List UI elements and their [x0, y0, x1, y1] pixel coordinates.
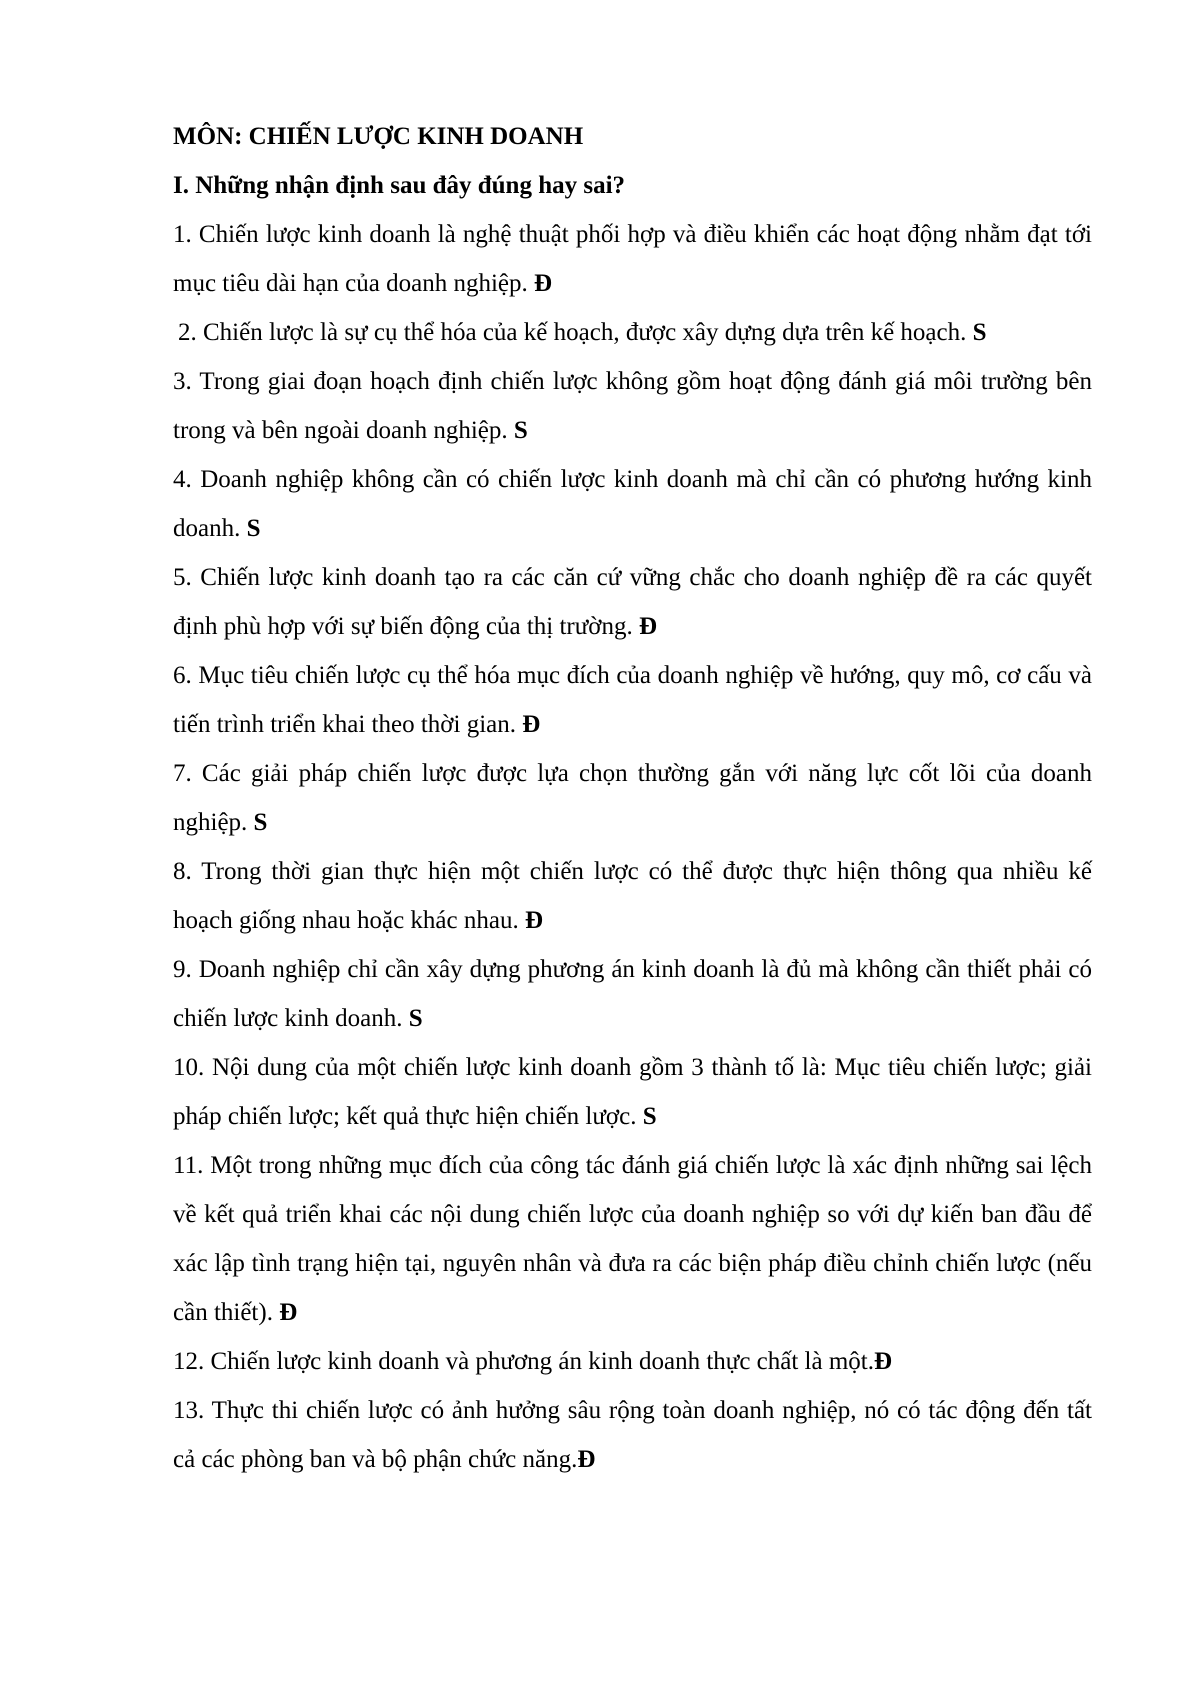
statement-text: 4. Doanh nghiệp không cần có chiến lược kinh doanh mà chỉ cần có phương hướng kinh doanh. — [173, 466, 1092, 542]
statement-text: 9. Doanh nghiệp chỉ cần xây dựng phương án kinh doanh là đủ mà không cần thiết phải có chiến lược kinh doanh. — [173, 956, 1092, 1032]
document-title: MÔN: CHIẾN LƯỢC KINH DOANH — [173, 123, 584, 150]
statement-answer: Đ — [577, 1446, 596, 1473]
statement-text: 2. Chiến lược là sự cụ thể hóa của kế hoạch, được xây dựng dựa trên kế hoạch. — [178, 319, 967, 346]
statement-answer: Đ — [279, 1299, 298, 1326]
statement-answer: S — [513, 417, 528, 444]
statement-answer: S — [408, 1005, 423, 1032]
statement-answer: Đ — [639, 613, 658, 640]
statement-text: 11. Một trong những mục đích của công tác đánh giá chiến lược là xác định những sai lệch về kết quả triển khai các nội dung chiến lược của doanh nghiệp so với dự kiến ban đầu để xác lập tình trạng hiện tại, nguyên nhân và đưa ra các biện pháp điều chỉnh chiến lược (nếu cần thiết). — [173, 1152, 1092, 1326]
statement-answer: S — [253, 809, 268, 836]
statement-text: 6. Mục tiêu chiến lược cụ thể hóa mục đích của doanh nghiệp về hướng, quy mô, cơ cấu và tiến trình triển khai theo thời gian. — [173, 662, 1092, 738]
statement-answer: Đ — [522, 711, 541, 738]
statement-item — [173, 357, 1092, 455]
statement-answer: Đ — [534, 270, 553, 297]
statement-item — [173, 553, 1092, 651]
statement-item — [173, 651, 1092, 749]
statement-text: 5. Chiến lược kinh doanh tạo ra các căn cứ vững chắc cho doanh nghiệp đề ra các quyết định phù hợp với sự biến động của thị trường. — [173, 564, 1092, 640]
statement-answer: S — [642, 1103, 657, 1130]
statement-answer: Đ — [874, 1348, 893, 1375]
statement-answer: S — [246, 515, 261, 542]
statement-text: 13. Thực thi chiến lược có ảnh hưởng sâu rộng toàn doanh nghiệp, nó có tác động đến tất cả các phòng ban và bộ phận chức năng. — [173, 1397, 1092, 1473]
statement-item — [173, 1141, 1092, 1337]
statement-answer: Đ — [524, 907, 544, 934]
statement-text: 12. Chiến lược kinh doanh và phương án kinh doanh thực chất là một. — [173, 1348, 874, 1375]
statement-item — [173, 1337, 1092, 1386]
statement-item — [173, 1386, 1092, 1484]
statement-text: 10. Nội dung của một chiến lược kinh doanh gồm 3 thành tố là: Mục tiêu chiến lược; giải pháp chiến lược; kết quả thực hiện chiến lược. — [173, 1054, 1092, 1130]
statement-item — [173, 847, 1092, 945]
statement-item — [173, 1043, 1092, 1141]
statement-item — [173, 210, 1092, 308]
statement-text: 3. Trong giai đoạn hoạch định chiến lược không gồm hoạt động đánh giá môi trường bên trong và bên ngoài doanh nghiệp. — [173, 368, 1092, 444]
statement-text: 8. Trong thời gian thực hiện một chiến lược có thể được thực hiện thông qua nhiều kế hoạch giống nhau hoặc khác nhau. — [173, 858, 1092, 934]
statement-item — [173, 945, 1092, 1043]
statement-text: 1. Chiến lược kinh doanh là nghệ thuật phối hợp và điều khiển các hoạt động nhằm đạt tới mục tiêu dài hạn của doanh nghiệp. — [173, 221, 1092, 297]
statement-item — [173, 308, 1092, 357]
statement-item — [173, 749, 1092, 847]
statement-item — [173, 455, 1092, 553]
statement-text: 7. Các giải pháp chiến lược được lựa chọn thường gắn với năng lực cốt lõi của doanh nghiệp. — [173, 760, 1092, 836]
section-heading: I. Những nhận định sau đây đúng hay sai? — [173, 172, 626, 199]
statement-answer: S — [972, 319, 987, 346]
